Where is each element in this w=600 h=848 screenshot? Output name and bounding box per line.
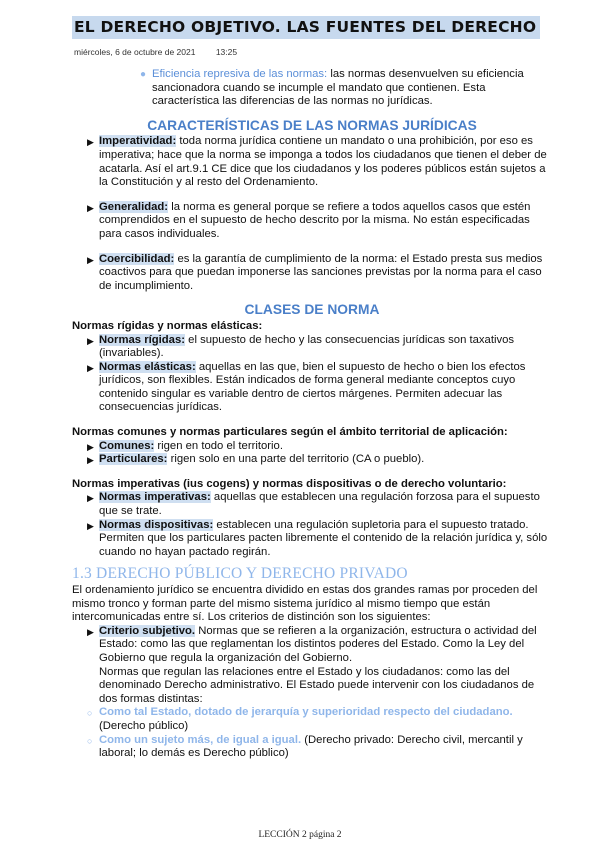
item-term: Particulares:: [99, 453, 168, 466]
intro-text: las normas desenvuelven su eficiencia sancionadora cuando se incumple el mandato que contienen. Esta característica las diferencias de las normas no jurídicas.: [152, 68, 524, 108]
arrow-bullet-icon: ▶: [87, 335, 94, 346]
item-text: Normas que se refieren a la organización, estructura o actividad del Estado: como las que reglamentan los distintos poderes del Estado. Como la Ley del Gobierno que regula la organización del Gobierno.: [99, 624, 537, 664]
arrow-bullet-icon: ▶: [87, 441, 94, 452]
item-text: establecen una regulación supletoria para el supuesto tratado. Permiten que los particulares pacten libremente el contenido de la relación jurídica y, sólo cuando no hayan pactado regirán.: [99, 518, 548, 558]
page-time: 13:25: [215, 47, 238, 57]
list-item: [72, 135, 552, 189]
list-item: [72, 334, 552, 361]
section-heading: 1.3 DERECHO PÚBLICO Y DERECHO PRIVADO: [72, 565, 408, 583]
item-term: Generalidad:: [99, 200, 169, 213]
list-item: [72, 201, 552, 242]
circle-bullet-icon: ○: [87, 708, 93, 719]
item-text: aquellas en las que, bien el supuesto de hecho o bien los efectos jurídicos, son flexibles. Están indicados de forma general mediante conceptos cuyo contenido singular es variable dentro de ciertos márgenes. Permiten adecuar las consecuencias jurídicas.: [99, 360, 526, 414]
sub-item-term: Como tal Estado, dotado de jerarquía y superioridad respecto del ciudadano.: [99, 706, 513, 719]
item-text: rigen en todo el territorio.: [157, 439, 283, 452]
bullet-dot-icon: ●: [140, 69, 147, 80]
item-text-2: Normas que regulan las relaciones entre el Estado y los ciudadanos: como las del denominado Derecho administrativo. El Estado puede intervenir con los ciudadanos de dos formas distintas:: [99, 665, 535, 705]
item-text: el supuesto de hecho y las consecuencias jurídicas son taxativos (invariables).: [99, 333, 515, 360]
item-term: Imperatividad:: [99, 135, 177, 148]
arrow-bullet-icon: ▶: [87, 254, 94, 265]
item-text: la norma es general porque se refiere a todos aquellos casos que estén comprendidos en el supuesto de hecho descrito por la misma. No están especificadas para casos individuales.: [99, 200, 531, 240]
arrow-bullet-icon: ▶: [87, 455, 94, 466]
sub-list-item: [72, 734, 552, 761]
list-item: [72, 519, 552, 560]
arrow-bullet-icon: ▶: [87, 520, 94, 531]
group-title: Normas rígidas y normas elásticas:: [72, 319, 263, 332]
list-item: [72, 440, 552, 454]
list-item: [72, 625, 552, 707]
page-footer: LECCIÓN 2 página 2: [258, 830, 342, 840]
arrow-bullet-icon: ▶: [87, 202, 94, 213]
page-title: EL DERECHO OBJETIVO. LAS FUENTES DEL DERECHO: [72, 16, 540, 39]
item-text: rigen solo en una parte del territorio (CA o pueblo).: [170, 453, 425, 466]
list-item: [72, 361, 552, 415]
item-text: toda norma jurídica contiene un mandato o una prohibición, por eso es imperativa; hace que la norma se imponga a todos los ciudadanos que tienen el deber de acatarla. Así el art.9.1 CE dice que los ciudadanos y los poderes públicos están sujetos a la Constitución y al resto del Ordenamiento.: [99, 135, 547, 189]
arrow-bullet-icon: ▶: [87, 493, 94, 504]
page-meta: [74, 47, 255, 57]
clases-heading: CLASES DE NORMA: [244, 302, 380, 318]
arrow-bullet-icon: ▶: [87, 362, 94, 373]
item-term: Comunes:: [99, 439, 155, 452]
group-title: Normas comunes y normas particulares según el ámbito territorial de aplicación:: [72, 426, 508, 439]
caracteristicas-heading: CARACTERÍSTICAS DE LAS NORMAS JURÍDICAS: [147, 117, 477, 133]
group-title: Normas imperativas (ius cogens) y normas dispositivas o de derecho voluntario:: [72, 477, 507, 490]
item-term: Normas dispositivas:: [99, 518, 214, 531]
item-term: Criterio subjetivo.: [99, 624, 196, 637]
arrow-bullet-icon: ▶: [87, 626, 94, 637]
sub-item-term: Como un sujeto más, de igual a igual.: [99, 733, 302, 746]
item-text: aquellas que establecen una regulación forzosa para el supuesto que se trate.: [99, 491, 540, 518]
item-term: Normas imperativas:: [99, 491, 211, 504]
section-paragraph: El ordenamiento jurídico se encuentra dividido en estas dos grandes ramas por proceden del mismo tronco y forman parte del mismo sistema jurídico al mismo tiempo que están intercomunicadas entre sí. Los criterios de distinción son los siguientes:: [72, 584, 538, 624]
intro-term: Eficiencia represiva de las normas:: [152, 68, 328, 80]
list-item: [72, 253, 552, 294]
item-term: Normas rígidas:: [99, 333, 186, 346]
page-content: [72, 68, 552, 761]
list-item: [72, 453, 552, 467]
list-item: [72, 491, 552, 518]
sub-list-item: [72, 706, 552, 733]
item-term: Normas elásticas:: [99, 360, 196, 373]
title-wrap: [72, 16, 540, 39]
sub-item-text: (Derecho privado: Derecho civil, mercantil y laboral; lo demás es Derecho público): [99, 733, 523, 760]
circle-bullet-icon: ○: [87, 735, 93, 746]
sub-item-text: (Derecho público): [99, 719, 189, 732]
item-term: Coercibilidad:: [99, 252, 175, 265]
item-text: es la garantía de cumplimiento de la norma: el Estado presta sus medios coactivos para que puedan imponerse las sanciones previstas por la norma para el caso de incumplimiento.: [99, 252, 543, 292]
page-date: miércoles, 6 de octubre de 2021: [74, 47, 196, 57]
intro-bullet: [72, 68, 552, 109]
arrow-bullet-icon: ▶: [87, 137, 94, 148]
